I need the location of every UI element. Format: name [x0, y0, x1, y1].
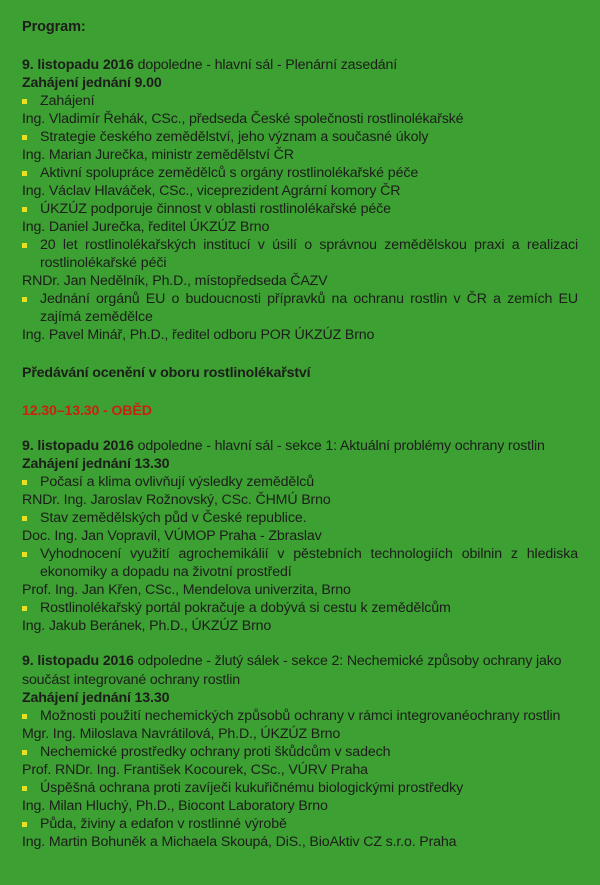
- square-bullet-icon: [22, 207, 27, 212]
- entry-speaker: Mgr. Ing. Miloslava Navrátilová, Ph.D., ÚKZÚZ Brno: [22, 725, 341, 742]
- entry-speaker: Ing. Jakub Beránek, Ph.D., ÚKZÚZ Brno: [22, 618, 272, 635]
- entry-topic: [22, 92, 578, 110]
- list-item: [22, 545, 578, 599]
- entry-speaker: Ing. Vladimír Řehák, CSc., předseda České společnosti rostlinolékařské: [22, 110, 464, 127]
- entry-topic: [22, 200, 578, 218]
- entry-topic-text: Stav zemědělských půd v České republice.: [40, 510, 307, 527]
- square-bullet-icon: [22, 480, 27, 485]
- session-block: [22, 652, 578, 850]
- session-start-time: Zahájení jednání 13.30: [22, 456, 170, 473]
- list-item: [22, 164, 578, 200]
- session-date: 9. listopadu 2016: [22, 653, 134, 670]
- session-heading: [22, 437, 578, 455]
- square-bullet-icon: [22, 99, 27, 104]
- list-item: [22, 599, 578, 635]
- square-bullet-icon: [22, 516, 27, 521]
- session-block: [22, 437, 578, 635]
- list-item: [22, 236, 578, 290]
- entry-topic: [22, 815, 578, 833]
- session-details: odpoledne - hlavní sál - sekce 1: Aktuální problémy ochrany rostlin: [133, 438, 545, 455]
- sessions-container: [22, 56, 578, 851]
- entry-speaker: RNDr. Jan Nedělník, Ph.D., místopředseda ČAZV: [22, 272, 328, 289]
- entry-speaker: Doc. Ing. Jan Vopravil, VÚMOP Praha - Zbraslav: [22, 528, 322, 545]
- entry-speaker: Ing. Marian Jurečka, ministr zemědělství ČR: [22, 146, 294, 163]
- entry-topic-text: ÚKZÚZ podporuje činnost v oblasti rostlinolékařské péče: [40, 200, 391, 217]
- list-item: [22, 743, 578, 779]
- list-item: [22, 707, 578, 743]
- entry-topic: [22, 473, 578, 491]
- list-item: [22, 200, 578, 236]
- entry-topic-text: Úspěšná ochrana proti zavíječi kukuřičnému biologickými prostředky: [40, 779, 464, 796]
- session-date: 9. listopadu 2016: [22, 56, 134, 73]
- entry-topic: [22, 164, 578, 182]
- square-bullet-icon: [22, 135, 27, 140]
- square-bullet-icon: [22, 297, 27, 302]
- square-bullet-icon: [22, 822, 27, 827]
- square-bullet-icon: [22, 714, 27, 719]
- square-bullet-icon: [22, 243, 27, 248]
- list-item: [22, 779, 578, 815]
- entry-topic-text: Půda, živiny a edafon v rostlinné výrobě: [40, 815, 287, 832]
- list-item: [22, 128, 578, 164]
- entry-speaker: RNDr. Ing. Jaroslav Rožnovský, CSc. ČHMÚ Brno: [22, 492, 331, 509]
- entry-topic-text: Nechemické prostředky ochrany proti škůdcům v sadech: [40, 743, 391, 760]
- award-ceremony-line: Předávání ocenění v oboru rostlinolékařství: [22, 365, 311, 382]
- entry-speaker: Ing. Pavel Minář, Ph.D., ředitel odboru POR ÚKZÚZ Brno: [22, 327, 375, 344]
- entry-topic: [22, 128, 578, 146]
- square-bullet-icon: [22, 552, 27, 557]
- entry-topic-text: Rostlinolékařský portál pokračuje a dobývá si cestu k zemědělcům: [40, 600, 451, 617]
- list-item: [22, 815, 578, 851]
- session-block: [22, 56, 578, 421]
- entry-topic-text: Možnosti použití nechemických způsobů ochrany v rámci integrovanéochrany rostlin: [40, 707, 561, 724]
- square-bullet-icon: [22, 171, 27, 176]
- session-heading: [22, 56, 578, 74]
- entry-topic: [22, 290, 578, 326]
- entry-topic-text: Strategie českého zemědělství, jeho význam a současné úkoly: [40, 128, 429, 145]
- list-item: [22, 290, 578, 344]
- entry-topic: [22, 743, 578, 761]
- entry-speaker: Ing. Daniel Jurečka, ředitel ÚKZÚZ Brno: [22, 218, 270, 235]
- entry-topic: [22, 779, 578, 797]
- entry-topic-text: Počasí a klima ovlivňují výsledky zemědělců: [40, 474, 315, 491]
- lunch-break-line: 12.30–13.30 - OBĚD: [22, 403, 152, 420]
- session-date: 9. listopadu 2016: [22, 438, 134, 455]
- entry-topic-text: Zahájení: [40, 92, 95, 109]
- entry-topic-text: Jednání orgánů EU o budoucnosti přípravků na ochranu rostlin v ČR a zemích EU zajímá zemědělce: [40, 290, 578, 325]
- entry-speaker: Ing. Václav Hlaváček, CSc., viceprezident Agrární komory ČR: [22, 182, 401, 199]
- entry-topic: [22, 236, 578, 272]
- session-details: odpoledne - žlutý sálek - sekce 2: Nechemické způsoby ochrany jako součást integrované ochrany rostlin: [22, 653, 562, 688]
- list-item: [22, 473, 578, 509]
- entry-topic: [22, 509, 578, 527]
- entry-topic: [22, 545, 578, 581]
- entry-topic: [22, 599, 578, 617]
- square-bullet-icon: [22, 786, 27, 791]
- entry-topic: [22, 707, 578, 725]
- list-item: [22, 92, 578, 128]
- session-entry-list: [22, 707, 578, 851]
- session-entry-list: [22, 473, 578, 635]
- entry-topic-text: Vyhodnocení využití agrochemikálií v pěstebních technologiích obilnin z hlediska ekonomiky a dopadu na životní prostředí: [40, 546, 578, 581]
- entry-topic-text: Aktivní spolupráce zemědělců s orgány rostlinolékařské péče: [40, 164, 419, 181]
- entry-speaker: Prof. RNDr. Ing. František Kocourek, CSc., VÚRV Praha: [22, 761, 368, 778]
- square-bullet-icon: [22, 606, 27, 611]
- entry-topic-text: 20 let rostlinolékařských institucí v úsilí o správnou zemědělskou praxi a realizaci rostlinolékařské péči: [40, 236, 578, 271]
- session-entry-list: [22, 92, 578, 344]
- session-heading: [22, 652, 578, 688]
- square-bullet-icon: [22, 750, 27, 755]
- page-title: Program:: [22, 19, 86, 35]
- list-item: [22, 509, 578, 545]
- session-start-time: Zahájení jednání 13.30: [22, 689, 170, 706]
- entry-speaker: Ing. Martin Bohuněk a Michaela Skoupá, DiS., BioAktiv CZ s.r.o. Praha: [22, 833, 457, 850]
- session-details: dopoledne - hlavní sál - Plenární zasedání: [133, 56, 398, 73]
- session-start-time: Zahájení jednání 9.00: [22, 74, 162, 91]
- entry-speaker: Prof. Ing. Jan Křen, CSc., Mendelova univerzita, Brno: [22, 582, 351, 599]
- entry-speaker: Ing. Milan Hluchý, Ph.D., Biocont Laboratory Brno: [22, 797, 328, 814]
